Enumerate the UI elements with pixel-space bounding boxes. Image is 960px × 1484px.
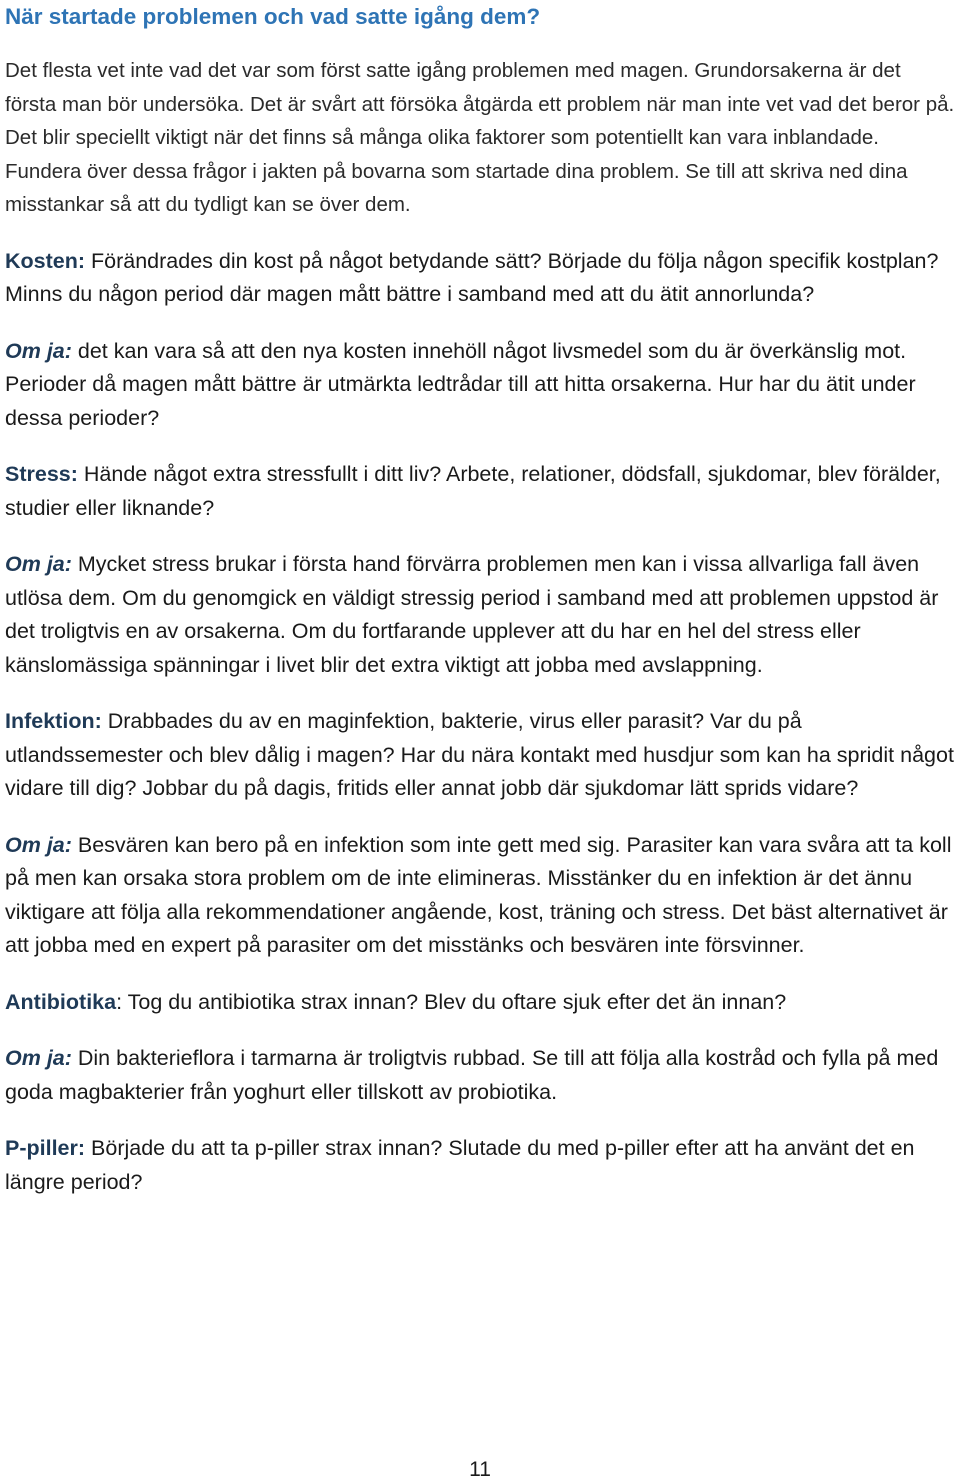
ppiller-paragraph [5,1132,955,1199]
kosten-omja-label: Om ja: [5,338,72,363]
antibiotika-omja-text: Din bakterieflora i tarmarna är troligtvis rubbad. Se till att följa alla kostråd och fylla på med goda magbakterier från yoghurt eller tillskott av probiotika. [5,1046,939,1104]
section-heading: När startade problemen och vad satte igång dem? [5,4,541,29]
stress-omja-text: Mycket stress brukar i första hand förvärra problemen men kan i vissa allvarliga fall även utlösa dem. Om du genomgick en väldigt stressig period i samband med att problemen uppstod är det troligtvis en av orsakerna. Om du fortfarande upplever att du har en hel del stress eller känslomässiga spänningar i livet blir det extra viktigt att jobba med avslappning. [5,552,939,677]
antibiotika-label: Antibiotika [5,989,117,1014]
antibiotika-omja-label: Om ja: [5,1046,72,1070]
stress-text: Hände något extra stressfullt i ditt liv? Arbete, relationer, dödsfall, sjukdomar, blev förälder, studier eller liknande? [5,462,941,520]
infektion-text: Drabbades du av en maginfektion, bakterie, virus eller parasit? Var du på utlandssemester och blev dålig i magen? Har du nära kontakt med husdjur som kan ha spridit något vidare till dig? Jobbar du på dagis, fritids eller annat jobb där sjukdomar lätt sprids vidare? [5,709,954,800]
antibiotika-paragraph [5,986,955,1020]
kosten-paragraph [5,245,955,312]
ppiller-label: P-piller: [5,1136,86,1160]
stress-paragraph [5,458,955,525]
infektion-omja-paragraph [5,829,955,963]
infektion-label: Infektion: [5,709,102,733]
infektion-omja-label: Om ja: [5,832,72,857]
kosten-label: Kosten: [5,248,86,273]
kosten-text: Förändrades din kost på något betydande sätt? Började du följa någon specifik kostplan? Minns du någon period där magen mått bättre i samband med att du ätit annorlunda? [5,248,939,306]
stress-omja-label: Om ja: [5,552,72,576]
infektion-omja-text: Besvären kan bero på en infektion som inte gett med sig. Parasiter kan vara svåra att ta koll på men kan orsaka stora problem om de inte elimineras. Misstänker du en infektion är det ännu viktigare att följa alla rekommendationer angående, kost, träning och stress. Det bäst alternativet är att jobba med en expert på parasiter om det misstänks och besvären inte försvinner. [5,832,952,957]
kosten-omja-text: det kan vara så att den nya kosten innehöll något livsmedel som du är överkänslig mot. Perioder då magen mått bättre är utmärkta ledtrådar till att hitta orsakerna. Hur har du ätit under dessa perioder? [5,338,916,430]
intro-paragraph: Det flesta vet inte vad det var som först satte igång problemen med magen. Grundorsakerna är det första man bör undersöka. Det är svårt att försöka åtgärda ett problem när man inte vet vad det beror på. Det blir speciellt viktigt när det finns så många olika faktorer som potentiellt kan vara inblandade. Fundera över dessa frågor i jakten på bovarna som startade dina problem. Se till att skriva ned dina misstankar så att du tydligt kan se över dem. [5,59,955,216]
ppiller-text: Började du att ta p-piller strax innan? Slutade du med p-piller efter att ha använt det en längre period? [5,1136,915,1194]
kosten-omja-paragraph [5,335,955,436]
stress-label: Stress: [5,462,78,486]
stress-omja-paragraph [5,548,955,682]
antibiotika-omja-paragraph [5,1042,955,1109]
antibiotika-text: : Tog du antibiotika strax innan? Blev du oftare sjuk efter det än innan? [116,989,787,1014]
infektion-paragraph [5,705,955,806]
page-number: 11 [469,1458,491,1481]
document-page [5,0,955,1199]
